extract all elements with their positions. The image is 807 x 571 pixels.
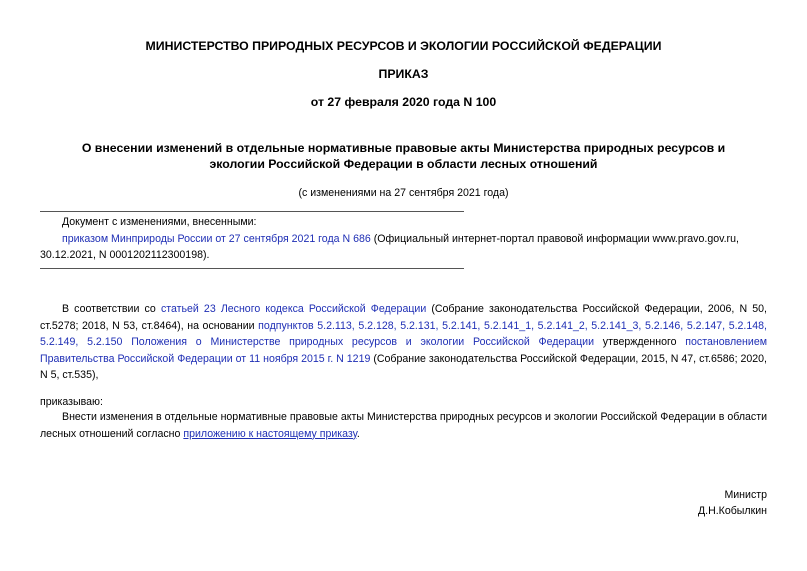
order-text-1: Внести изменения в отдельные нормативные правовые акты Министерства природных ресурсов и экологии Российской Федерации в области лесных отношений согласно (40, 411, 767, 440)
amendment-order-link[interactable]: приказом Минприроды России от 27 сентября 2021 года N 686 (62, 232, 371, 245)
changes-source-text: (Официальный интернет-портал правовой информации www.pravo.gov.ru, (370, 232, 739, 245)
basis-text-4: (Собрание законодательства Российской Федерации, 2015, N 47, ст.6586; 2020, N 5, ст.535), (40, 352, 767, 381)
doc-title-line1: О внесении изменений в отдельные нормативные правовые акты Министерства природных ресурсов и (81, 141, 726, 155)
basis-paragraph (40, 301, 767, 384)
ministry-regulation-link[interactable]: подпунктов 5.2.113, 5.2.128, 5.2.131, 5.2.141, 5.2.141_1, 5.2.141_2, 5.2.141_3, 5.2.146, 5.2.147, 5.2.148, 5.2.149, 5.2.150 Положения о Министерстве природных ресурсов и экологии Российской Федерации (40, 319, 767, 348)
basis-text-2: (Собрание законодательства Российской Федерации, 2006, N 50, ст.5278; 2018, N 53, ст.8464), на основании (40, 303, 767, 332)
date-number-heading: от 27 февраля 2020 года N 100 (310, 95, 497, 109)
appendix-link[interactable]: приложению к настоящему приказу (183, 427, 357, 440)
order-word: приказываю: (40, 396, 103, 408)
changes-source (40, 231, 767, 248)
forest-code-article-link[interactable]: статьей 23 Лесного кодекса Российской Федерации (160, 303, 427, 315)
order-paragraph (40, 409, 767, 442)
signature-name: Д.Н.Кобылкин (697, 505, 767, 517)
order-text-2: . (356, 427, 360, 440)
revision-note: (с изменениями на 27 сентября 2021 года) (298, 187, 509, 199)
doc-title-line2: экологии Российской Федерации в области лесных отношений (209, 157, 598, 171)
signature-position: Министр (724, 489, 767, 501)
basis-text-3: утвержденного (594, 336, 686, 348)
basis-text-1: В соответствии со (62, 303, 161, 315)
top-divider (40, 211, 464, 212)
bottom-divider (40, 268, 464, 269)
changes-source-cont: 30.12.2021, N 0001202112300198). (40, 249, 210, 261)
ministry-heading: МИНИСТЕРСТВО ПРИРОДНЫХ РЕСУРСОВ И ЭКОЛОГИИ РОССИЙСКОЙ ФЕДЕРАЦИИ (145, 39, 662, 53)
doc-type-heading: ПРИКАЗ (378, 67, 429, 81)
changes-box (40, 214, 767, 264)
changes-intro: Документ с изменениями, внесенными: (62, 216, 257, 228)
government-decree-link[interactable]: постановлением Правительства Российской Федерации от 11 ноября 2015 г. N 1219 (40, 336, 767, 365)
